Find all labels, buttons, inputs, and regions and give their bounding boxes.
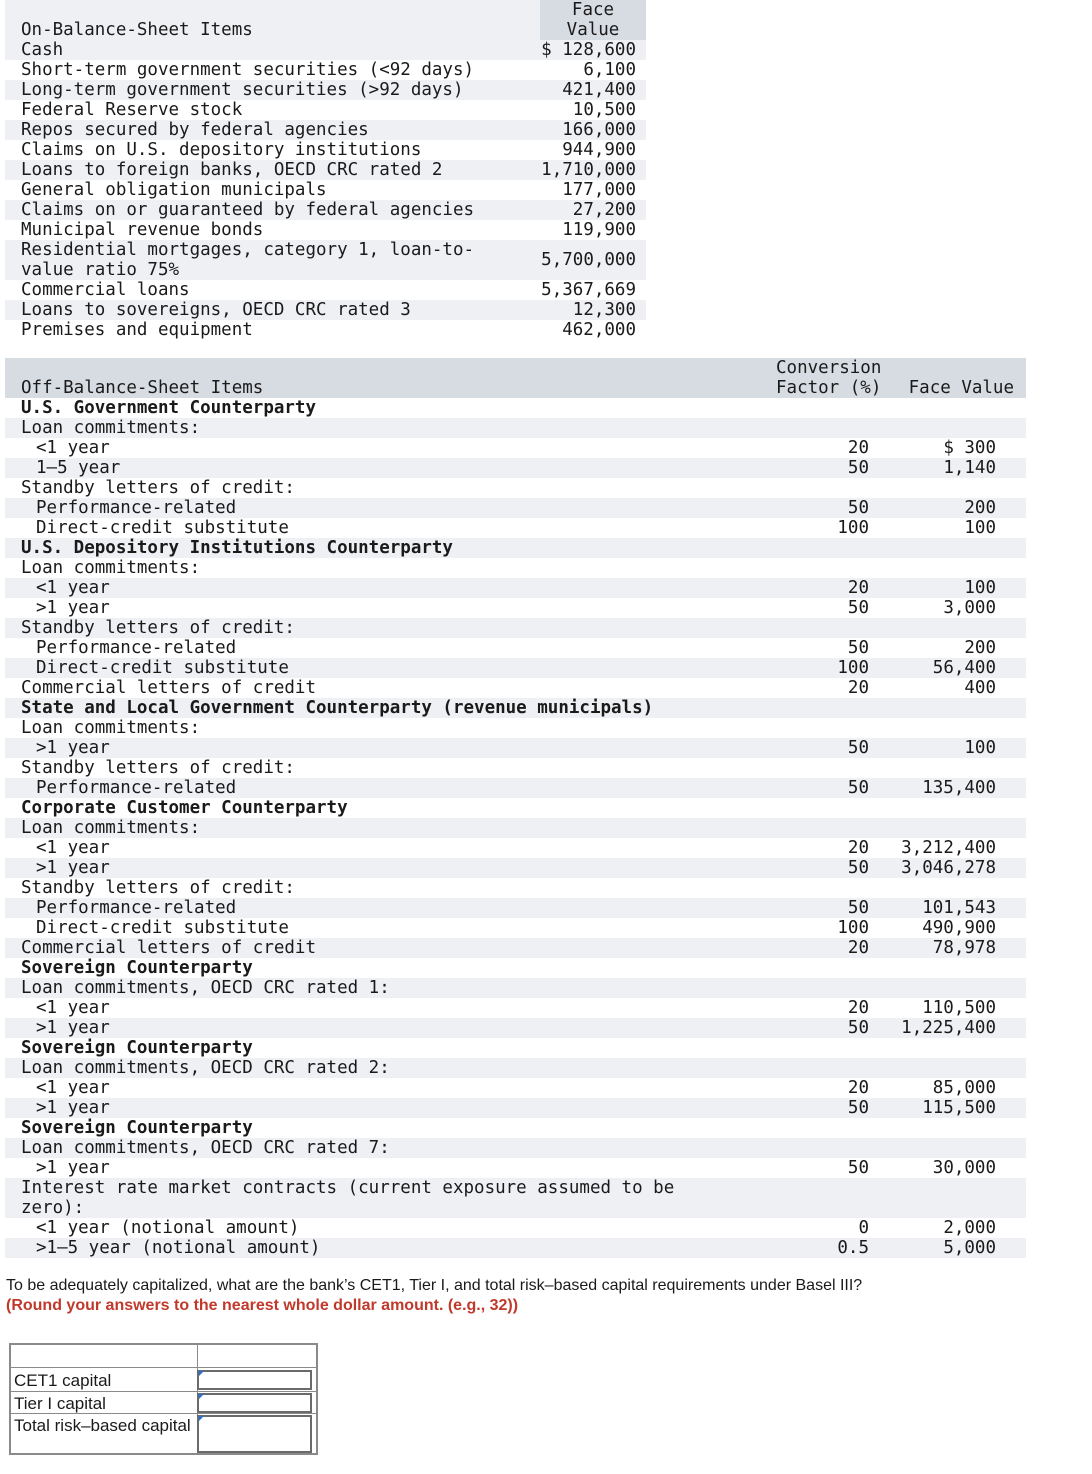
table-row (5, 538, 1026, 558)
face-value: 400 (964, 678, 996, 698)
item-label: Commercial loans (21, 280, 190, 300)
item-label: <1 year (notional amount) (36, 1218, 300, 1238)
conversion-factor: 20 (847, 438, 869, 458)
item-label: Residential mortgages, category 1, loan-to-value ratio 75% (21, 240, 475, 280)
table-row (5, 300, 646, 320)
item-value: 421,400 (562, 80, 636, 100)
item-label: >1–5 year (notional amount) (36, 1238, 321, 1258)
item-label: <1 year (36, 438, 110, 458)
group-label: Loan commitments, OECD CRC rated 1: (21, 978, 390, 998)
table-row (5, 758, 1026, 778)
face-value: 30,000 (932, 1158, 996, 1178)
conversion-factor: 50 (847, 738, 869, 758)
item-value: 5,700,000 (541, 250, 636, 270)
table-row (5, 958, 1026, 978)
conversion-factor: 20 (847, 678, 869, 698)
on-balance-header-label: On-Balance-Sheet Items (21, 20, 253, 40)
off-balance-header (5, 358, 1026, 398)
section-heading: Sovereign Counterparty (21, 1038, 253, 1058)
table-row (5, 798, 1026, 818)
table-row (5, 978, 1026, 998)
table-row (5, 938, 1026, 958)
item-label: Cash (21, 40, 64, 60)
face-value: 85,000 (932, 1078, 996, 1098)
table-row (5, 638, 1026, 658)
conversion-factor: 50 (847, 898, 869, 918)
item-value: 5,367,669 (541, 280, 636, 300)
item-value: 10,500 (572, 100, 636, 120)
table-row (5, 878, 1026, 898)
item-label: >1 year (36, 1098, 110, 1118)
item-label: >1 year (36, 858, 110, 878)
table-row (5, 1098, 1026, 1118)
section-heading: Sovereign Counterparty (21, 958, 253, 978)
conversion-factor: 50 (847, 858, 869, 878)
on-balance-header (5, 0, 646, 40)
face-value: 115,500 (922, 1098, 996, 1118)
face-value: 100 (964, 738, 996, 758)
input-marker-icon (199, 1416, 204, 1421)
item-value: 1,710,000 (541, 160, 636, 180)
conversion-factor: 20 (847, 1078, 869, 1098)
table-row (5, 738, 1026, 758)
table-row (5, 1238, 1026, 1258)
face-value-header-line1: Face (571, 0, 615, 20)
off-balance-sheet-table (5, 358, 1026, 1258)
table-row (5, 838, 1026, 858)
table-row (5, 458, 1026, 478)
item-label: 1–5 year (36, 458, 121, 478)
item-label: Direct-credit substitute (36, 658, 289, 678)
item-value: 944,900 (562, 140, 636, 160)
conversion-factor: 50 (847, 598, 869, 618)
item-label: Long-term government securities (>92 days) (21, 80, 464, 100)
conversion-factor: 100 (837, 518, 869, 538)
item-label: Direct-credit substitute (36, 518, 289, 538)
table-row (5, 200, 646, 220)
input-marker-icon (199, 1371, 204, 1376)
item-value: 6,100 (583, 60, 636, 80)
conversion-factor: 0 (858, 1218, 869, 1238)
on-balance-sheet-table (5, 0, 646, 340)
table-row (5, 658, 1026, 678)
conversion-factor: 0.5 (837, 1238, 869, 1258)
section-heading: U.S. Government Counterparty (21, 398, 317, 418)
conversion-factor: 50 (847, 1158, 869, 1178)
table-row (5, 578, 1026, 598)
item-label: Loans to foreign banks, OECD CRC rated 2 (21, 160, 443, 180)
group-label: Loan commitments: (21, 418, 201, 438)
item-label: Municipal revenue bonds (21, 220, 264, 240)
table-row (5, 1038, 1026, 1058)
group-label: Interest rate market contracts (current exposure assumed to be zero): (21, 1178, 675, 1218)
answer-row-total (11, 1415, 316, 1453)
section-heading: U.S. Depository Institutions Counterparty (21, 538, 453, 558)
item-label: Premises and equipment (21, 320, 253, 340)
face-value-header-line2: Value (566, 20, 620, 40)
group-label: Standby letters of credit: (21, 618, 295, 638)
face-value: 100 (964, 578, 996, 598)
item-value: 462,000 (562, 320, 636, 340)
item-label: Claims on U.S. depository institutions (21, 140, 422, 160)
table-row (5, 1018, 1026, 1038)
table-row (5, 618, 1026, 638)
table-row (5, 160, 646, 180)
item-value: 119,900 (562, 220, 636, 240)
item-label: Loans to sovereigns, OECD CRC rated 3 (21, 300, 411, 320)
table-row (5, 998, 1026, 1018)
table-row (5, 1058, 1026, 1078)
table-row (5, 678, 1026, 698)
face-value: 56,400 (932, 658, 996, 678)
face-value: 3,212,400 (901, 838, 996, 858)
conversion-factor: 50 (847, 1018, 869, 1038)
total-risk-based-capital-label: Total risk–based capital (14, 1416, 191, 1435)
item-value: 166,000 (562, 120, 636, 140)
group-label: Loan commitments, OECD CRC rated 7: (21, 1138, 390, 1158)
item-label: Direct-credit substitute (36, 918, 289, 938)
input-marker-icon (199, 1394, 204, 1399)
face-value: 5,000 (943, 1238, 996, 1258)
face-value-header (540, 0, 646, 40)
group-label: Loan commitments, OECD CRC rated 2: (21, 1058, 390, 1078)
face-value: 135,400 (922, 778, 996, 798)
table-row (5, 220, 646, 240)
table-row (5, 1218, 1026, 1238)
section-heading: Corporate Customer Counterparty (21, 798, 348, 818)
conversion-factor: 100 (837, 918, 869, 938)
item-label: General obligation municipals (21, 180, 327, 200)
item-value: 177,000 (562, 180, 636, 200)
table-row (5, 1178, 1026, 1218)
answer-row-cet1 (11, 1370, 316, 1390)
face-value-header: Face Value (908, 378, 1014, 398)
item-label: >1 year (36, 738, 110, 758)
table-row (5, 1138, 1026, 1158)
face-value: $ 300 (943, 438, 996, 458)
rounding-instruction: (Round your answers to the nearest whole dollar amount. (e.g., 32)) (6, 1297, 519, 1314)
conversion-factor: 100 (837, 658, 869, 678)
item-label: <1 year (36, 578, 110, 598)
table-row (5, 398, 1026, 418)
table-row (5, 1158, 1026, 1178)
item-value: 27,200 (572, 200, 636, 220)
item-label: Performance-related (36, 638, 237, 658)
item-label: Performance-related (36, 898, 237, 918)
group-label: Standby letters of credit: (21, 758, 295, 778)
table-row (5, 818, 1026, 838)
group-label: Standby letters of credit: (21, 478, 295, 498)
item-label: Commercial letters of credit (21, 678, 317, 698)
item-label: Repos secured by federal agencies (21, 120, 369, 140)
conversion-factor: 20 (847, 838, 869, 858)
table-row (5, 498, 1026, 518)
item-label: Commercial letters of credit (21, 938, 317, 958)
answer-row-tier1 (11, 1393, 316, 1413)
item-label: <1 year (36, 1078, 110, 1098)
table-row (5, 40, 646, 60)
table-row (5, 80, 646, 100)
table-row (5, 438, 1026, 458)
face-value: 110,500 (922, 998, 996, 1018)
table-row (5, 598, 1026, 618)
conversion-factor: 50 (847, 1098, 869, 1118)
tier1-capital-label: Tier I capital (14, 1394, 106, 1413)
group-label: Loan commitments: (21, 718, 201, 738)
table-row (5, 898, 1026, 918)
table-row (5, 858, 1026, 878)
face-value: 490,900 (922, 918, 996, 938)
tier1-capital-input[interactable] (197, 1393, 312, 1413)
table-row (5, 778, 1026, 798)
item-label: Performance-related (36, 498, 237, 518)
table-row (5, 180, 646, 200)
table-row (5, 698, 1026, 718)
item-value: $ 128,600 (541, 40, 636, 60)
section-heading: State and Local Government Counterparty (revenue municipals) (21, 698, 654, 718)
item-label: >1 year (36, 598, 110, 618)
face-value: 2,000 (943, 1218, 996, 1238)
table-row (5, 100, 646, 120)
table-row (5, 518, 1026, 538)
conversion-factor: 20 (847, 578, 869, 598)
table-row (5, 918, 1026, 938)
face-value: 100 (964, 518, 996, 538)
item-label: Claims on or guaranteed by federal agencies (21, 200, 475, 220)
item-label: Performance-related (36, 778, 237, 798)
table-row (5, 140, 646, 160)
group-label: Standby letters of credit: (21, 878, 295, 898)
face-value: 1,225,400 (901, 1018, 996, 1038)
conversion-factor: 50 (847, 498, 869, 518)
table-row (5, 1118, 1026, 1138)
answer-table (9, 1343, 318, 1455)
conversion-factor: 50 (847, 458, 869, 478)
conversion-factor-header-line2: Factor (%) (776, 378, 882, 398)
answer-table-header (11, 1345, 316, 1368)
item-label: <1 year (36, 838, 110, 858)
face-value: 1,140 (943, 458, 996, 478)
group-label: Loan commitments: (21, 558, 201, 578)
conversion-factor: 20 (847, 938, 869, 958)
item-value: 12,300 (572, 300, 636, 320)
conversion-factor-header-line1: Conversion (776, 358, 882, 378)
table-row (5, 558, 1026, 578)
question-text: To be adequately capitalized, what are the bank’s CET1, Tier I, and total risk–based capital requirements under Basel III? (6, 1277, 863, 1294)
table-row (5, 478, 1026, 498)
cet1-capital-label: CET1 capital (14, 1371, 112, 1390)
group-label: Loan commitments: (21, 818, 201, 838)
question-block (6, 1276, 1066, 1316)
item-label: >1 year (36, 1158, 110, 1178)
table-row (5, 320, 646, 340)
item-label: >1 year (36, 1018, 110, 1038)
table-row (5, 418, 1026, 438)
table-row (5, 240, 646, 280)
table-row (5, 60, 646, 80)
item-label: <1 year (36, 998, 110, 1018)
face-value: 200 (964, 498, 996, 518)
face-value: 3,046,278 (901, 858, 996, 878)
item-label: Short-term government securities (<92 days) (21, 60, 475, 80)
table-row (5, 718, 1026, 738)
item-label: Federal Reserve stock (21, 100, 243, 120)
section-heading: Sovereign Counterparty (21, 1118, 253, 1138)
face-value: 3,000 (943, 598, 996, 618)
face-value: 101,543 (922, 898, 996, 918)
cet1-capital-input[interactable] (197, 1370, 312, 1390)
table-row (5, 280, 646, 300)
conversion-factor: 50 (847, 638, 869, 658)
conversion-factor-header (776, 358, 881, 398)
conversion-factor: 50 (847, 778, 869, 798)
total-risk-based-capital-input[interactable] (197, 1415, 312, 1453)
face-value: 78,978 (932, 938, 996, 958)
conversion-factor: 20 (847, 998, 869, 1018)
table-row (5, 120, 646, 140)
face-value: 200 (964, 638, 996, 658)
table-row (5, 1078, 1026, 1098)
off-balance-header-label: Off-Balance-Sheet Items (21, 378, 264, 398)
